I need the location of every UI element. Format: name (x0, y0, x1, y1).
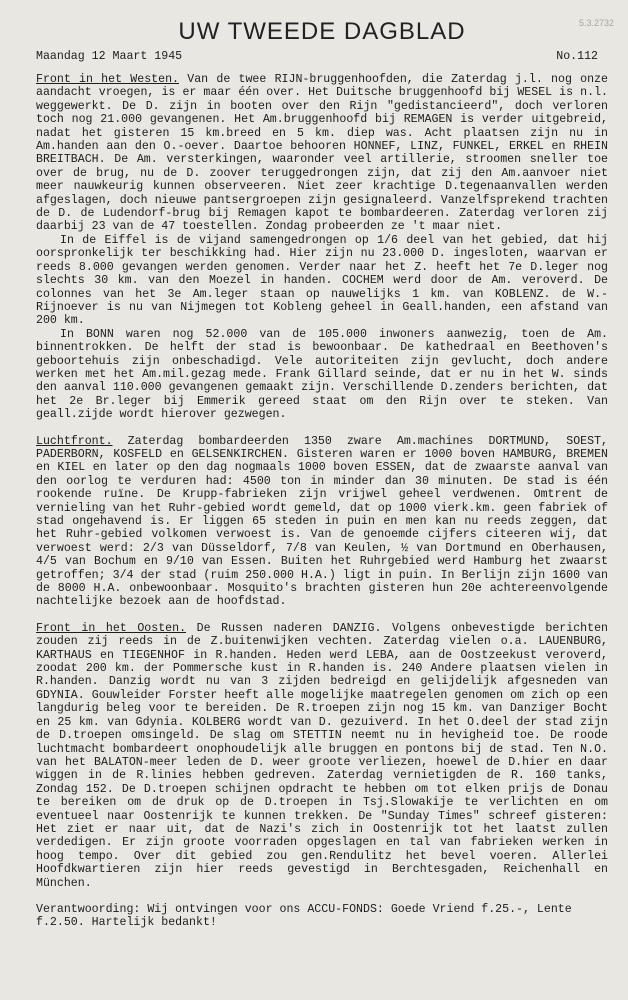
paragraph-text: De Russen naderen DANZIG. Volgens onbevestigde berichten zouden zij reeds in de Z.buitenwijken vechten. Zaterdag vielen o.a. LAUENBURG, KARTHAUS en TIEGENHOF in R.handen. Heden werd LEBA, aan de Oostzeekust veroverd, zoodat 200 km. der Pommersche kust in R.handen is. 240 Andere plaatsen vielen in R.handen. Danzig wordt nu van 3 zijden bedreigd en gelijdelijk afgesneden van GDYNIA. Gouwleider Forster heeft alle mogelijke maatregelen genomen om zich op een langdurig beleg voor te bereiden. De R.troepen zijn nog 15 km. van Danziger Bocht en 25 km. van Gdynia. KOLBERG wordt van D. gezuiverd. In het O.deel der stad zijn de D.troepen omsingeld. De slag om STETTIN neemt nu in hevigheid toe. De roode luchtmacht bombardeert onophoudelijk alle bruggen en pontons bij de stad. Ten N.O. van het BALATON-meer leden de D. weer groote verliezen, hoewel de D.hier en daar wiggen in de R.linies hebben gedreven. Zaterdag vernietigden de R. 160 tanks, Zondag 152. De D.troepen schijnen opdracht te hebben om tot elken prijs de Donau te bereiken om de druk op de D.troepen in Tsj.Slowakije te verlichten en om eventueel naar Oostenrijk te kunnen trekken. De "Sunday Times" schreef gisteren: Het ziet er naar uit, dat de Nazi's zich in Oostenrijk tot het laatst zullen verdedigen. Er zijn groote voorraden opgeslagen en tal van fabrieken werken in hoog tempo. Over dit gebied zou gen.Rendulitz het bevel voeren. Allerlei Hoofdkwartieren zijn hier reeds gevestigd in Berchtesgaden, Reichenhall en München. (36, 621, 608, 890)
paragraph (36, 73, 608, 234)
section-heading: Luchtfront. (36, 434, 113, 448)
issue-number: No.112 (556, 50, 598, 63)
section-heading: Front in het Westen. (36, 73, 179, 86)
paragraph (36, 435, 608, 609)
dateline (36, 50, 608, 63)
paragraph: In BONN waren nog 52.000 van de 105.000 inwoners aanwezig, toen de Am. binnentrokken. De helft der stad is bewoonbaar. De kathedraal en Beethoven's geboortehuis zijn onbeschadigd. Vele autoriteiten zijn gevlucht, doch andere werken met het Am.mil.gezag mede. Frank Gillard seinde, dat er nu in het W. sinds den aanval 110.000 gevangenen gemaakt zijn. Verschillende D.zenders berichten, dat het 2e Br.leger bij Emmerik gereed staat om den Rijn over te steken. Van geall.zijde wordt hierover gezwegen. (36, 327, 608, 422)
paragraph: In de Eiffel is de vijand samengedrongen op 1/6 deel van het gebied, dat hij oorspronkelijk ter beschikking had. Hier zijn nu 23.000 D. ingesloten, waarvan er reeds 8.000 gevangen werden genomen. Verder naar het Z. heeft het 7e D.leger nog slechts 30 km. van den Moezel in handen. COCHEM werd door de Am. veroverd. De colonnes van het 3e Am.leger staan op nauwelijks 1 km. van KOBLENZ. de W.-Rijnoever is nu van Nijmegen tot Kobleng geheel in Geall.handen, een afstand van 200 km. (36, 233, 608, 328)
section-west-front (36, 73, 608, 422)
masthead: UW TWEEDE DAGBLAD (178, 18, 466, 45)
paragraph (36, 622, 608, 890)
issue-date: Maandag 12 Maart 1945 (36, 50, 183, 63)
section-air-front (36, 435, 608, 609)
accountability-note: Verantwoording: Wij ontvingen voor ons ACCU-FONDS: Goede Vriend f.25.-, Lente f.2.50. Hartelijk bedankt! (36, 902, 572, 930)
section-east-front (36, 622, 608, 890)
archive-number: 5.3.2732 (578, 18, 614, 28)
paragraph-text: Van de twee RIJN-bruggenhoofden, die Zaterdag j.l. nog onze aandacht vroegen, is er maar één over. Het Duitsche bruggenhoofd bij WESEL is n.l. weggewerkt. De D. zijn in booten over den Rijn "gedistancieerd", doch verloren toch nog 21.000 gevangenen. Het Am.bruggenhoofd bij REMAGEN is verder uitgebreid, nadat het gisteren 15 km.breed en 5 km. diep was. Acht plaatsen zijn nu in Am.handen aan den O.-oever. Daartoe behooren HONNEF, LINZ, FUNKEL, ERKEL en RHEIN BREITBACH. De Am. versterkingen, waaronder veel artillerie, stroomen sneller toe over de brug, nu de D. zoover teruggedrongen zijn, dat zij den Am.aanvoer niet meer nauwkeurig kunnen observeeren. Niet zeer krachtige D.tegenaanvallen werden afgeslagen, doch nieuwe pantsergroepen zijn gesignaleerd. Vanzelfsprekend trachten de D. de Ludendorf-brug bij Remagen kapot te bombardeeren. Zaterdag verloren zij daarbij 23 van de 47 toestellen. Zondag probeerden ze 't maar niet. (36, 73, 608, 234)
section-heading: Front in het Oosten. (36, 621, 187, 635)
paragraph-text: Zaterdag bombardeerden 1350 zware Am.machines DORTMUND, SOEST, PADERBORN, KOSFELD en GELSENKIRCHEN. Gisteren waren er 1000 boven HAMBURG, BREMEN en KIEL en later op den dag nogmaals 1000 boven ESSEN, dat de zwaarste aanval van den oorlog te verduren had: 4500 ton in minder dan 30 minuten. De stad is één rookende ruïne. De Krupp-fabrieken zijn vrijwel geheel verdwenen. Omtrent de vernieling van het Ruhr-gebied wordt gemeld, dat op 1000 vierk.km. geen fabriek of stad ongehavend is. Er liggen 65 steden in puin en men kan nu reeds zeggen, dat het Ruhr-gebied volkomen verwoest is. Van de genoemde cijfers citeeren wij, dat verwoest werd: 2/3 van Düsseldorf, 7/8 van Keulen, ½ van Dortmund en Oberhausen, 4/5 van Bochum en 9/10 van Essen. Buiten het Ruhrgebied werd Hamburg het zwaarst getroffen; 3/4 der stad (ruim 250.000 H.A.) ligt in puin. In Berlijn zijn 1600 van de 8000 H.A. onbewoonbaar. Mosquito's brachten gisteren hun 20e achtereenvolgende nachtelijke bezoek aan de hoofdstad. (36, 434, 608, 609)
